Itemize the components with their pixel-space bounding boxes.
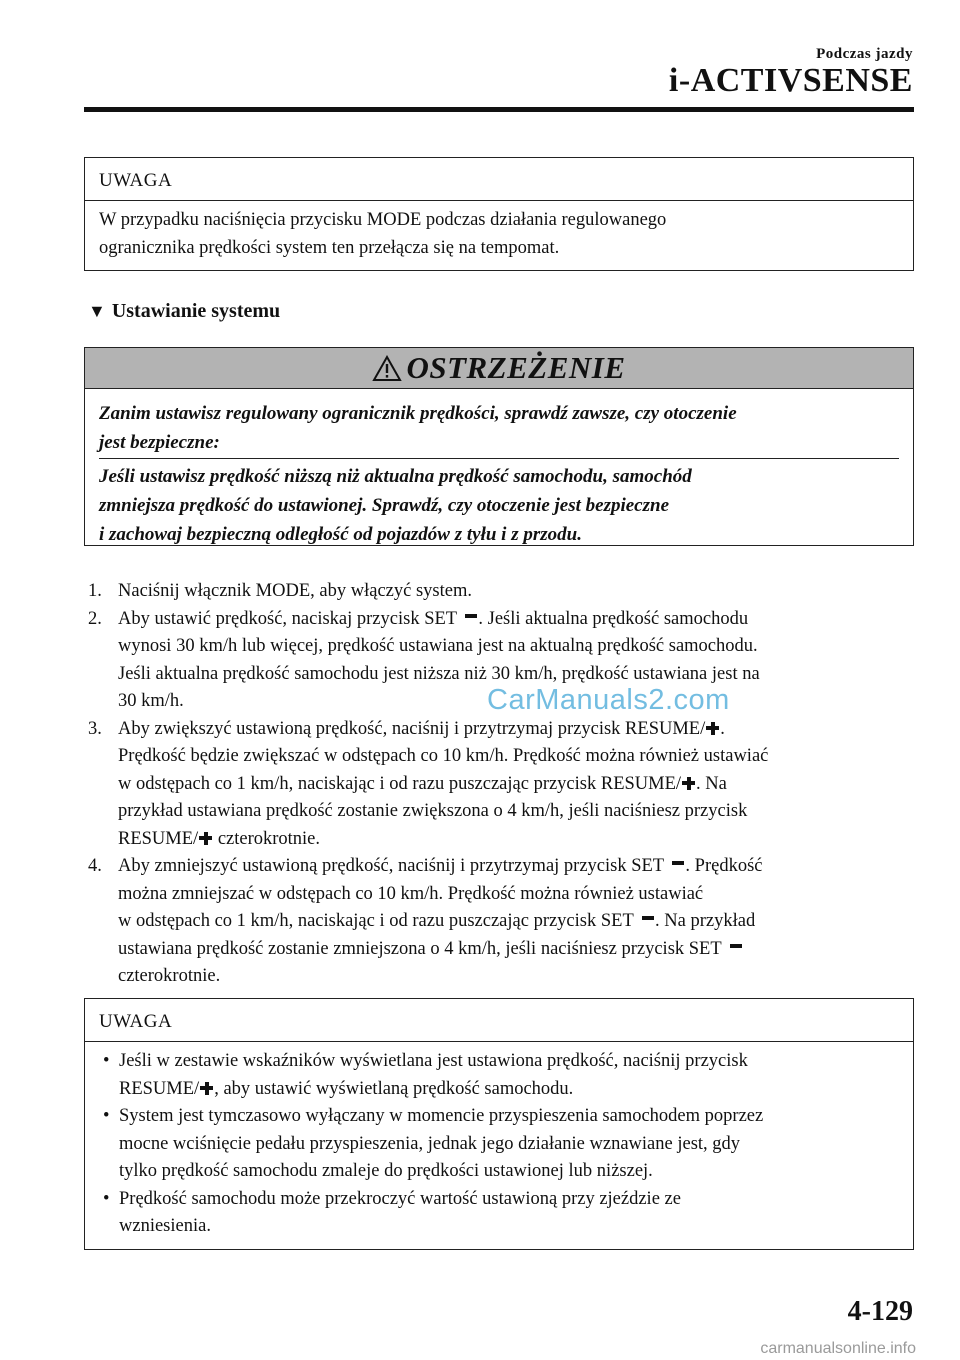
note-heading: UWAGA — [85, 999, 913, 1042]
note-box-mode — [84, 157, 914, 271]
bullet-line — [119, 1076, 899, 1104]
step-text: Aby ustawić prędkość, naciskaj przycisk SET — [118, 608, 462, 629]
chapter-subtitle: Podczas jazdy — [816, 46, 913, 62]
note-box-display — [84, 998, 914, 1250]
step-line — [118, 716, 914, 744]
note-line: W przypadku naciśnięcia przycisku MODE podczas działania regulowanego — [99, 210, 667, 230]
bullet-icon: • — [103, 1188, 110, 1209]
bullet-line: mocne wciśnięcie pedału przyspieszenia, jednak jego działanie wznawiane jest, gdy — [119, 1133, 741, 1154]
page-number: 4-129 — [847, 1296, 913, 1327]
plus-icon — [706, 722, 719, 735]
plus-icon — [682, 777, 695, 790]
step-text: czterokrotnie. — [213, 828, 321, 849]
warning-line: jest bezpieczne: — [99, 432, 220, 453]
step-line — [118, 826, 914, 854]
minus-icon — [672, 861, 684, 865]
step-line — [118, 936, 914, 964]
step-text: Aby zmniejszyć ustawioną prędkość, naciśnij i przytrzymaj przycisk SET — [118, 856, 669, 876]
step-line — [118, 606, 914, 634]
step-line: Naciśnij włącznik MODE, aby włączyć system. — [118, 581, 472, 601]
bullet-icon: • — [103, 1051, 110, 1071]
step-text: . Jeśli aktualna prędkość samochodu — [478, 608, 749, 629]
warning-heading: OSTRZEŻENIE — [406, 350, 626, 385]
plus-icon — [199, 832, 212, 845]
section-marker-icon: ▼ — [88, 301, 106, 321]
step-text: w odstępach co 1 km/h, naciskając i od razu puszczając przycisk SET — [118, 911, 639, 931]
step-item — [88, 578, 914, 606]
step-text: RESUME/ — [118, 828, 199, 849]
warning-line: Jeśli ustawisz prędkość niższą niż aktualna prędkość samochodu, samochód — [99, 466, 692, 487]
bullet-icon: • — [103, 1106, 110, 1126]
note-heading: UWAGA — [85, 158, 913, 201]
step-line: 30 km/h. — [118, 691, 184, 711]
step-line: przykład ustawiana prędkość zostanie zwiększona o 4 km/h, jeśli naciśniesz przycisk — [118, 801, 748, 821]
footer-watermark: carmanualsonline.info — [760, 1340, 916, 1357]
note-body — [85, 201, 913, 270]
step-text: . Na — [696, 773, 727, 794]
watermark: CarManuals2.com — [487, 684, 730, 716]
note-line: ogranicznika prędkości system ten przełącza się na tempomat. — [99, 237, 560, 258]
step-item — [88, 853, 914, 991]
warning-line: zmniejsza prędkość do ustawionej. Sprawdź, czy otoczenie jest bezpieczne — [99, 495, 669, 516]
warning-body — [85, 389, 913, 549]
minus-icon — [465, 614, 477, 618]
bullet-line: wzniesienia. — [119, 1216, 211, 1236]
step-line — [118, 771, 914, 799]
bullet-line: Prędkość samochodu może przekroczyć wartość ustawioną przy zjeździe ze — [119, 1188, 681, 1209]
bullet-line: System jest tymczasowo wyłączany w momencie przyspieszenia samochodem poprzez — [119, 1106, 764, 1126]
section-heading — [88, 300, 280, 323]
step-text: w odstępach co 1 km/h, naciskając i od razu puszczając przycisk RESUME/ — [118, 773, 682, 794]
bullet-item — [99, 1103, 899, 1186]
bullet-item — [99, 1186, 899, 1241]
step-line: Jeśli aktualna prędkość samochodu jest niższa niż 30 km/h, prędkość ustawiana jest na — [118, 663, 760, 684]
step-line — [118, 908, 914, 936]
warning-box — [84, 347, 914, 546]
step-number: 1. — [88, 581, 102, 601]
bullet-item — [99, 1048, 899, 1103]
bullet-text: , aby ustawić wyświetlaną prędkość samochodu. — [214, 1078, 574, 1099]
step-text: . Prędkość — [685, 856, 763, 876]
header-rule — [84, 107, 914, 112]
step-line: czterokrotnie. — [118, 966, 221, 986]
step-text: . — [720, 718, 725, 739]
step-text: Aby zwiększyć ustawioną prędkość, naciśnij i przytrzymaj przycisk RESUME/ — [118, 718, 706, 739]
step-text: . Na przykład — [655, 911, 756, 931]
step-line: wynosi 30 km/h lub więcej, prędkość ustawiana jest na aktualną prędkość samochodu. — [118, 636, 758, 656]
minus-icon — [642, 916, 654, 920]
bullet-text: RESUME/ — [119, 1078, 200, 1099]
step-line — [118, 853, 914, 881]
note-body — [85, 1042, 913, 1249]
chapter-title: i-ACTIVSENSE — [668, 62, 913, 99]
plus-icon — [200, 1082, 213, 1095]
step-number: 2. — [88, 608, 102, 629]
step-line: Prędkość będzie zwiększać w odstępach co 10 km/h. Prędkość można również ustawiać — [118, 746, 769, 766]
step-number: 4. — [88, 856, 102, 876]
steps-list — [88, 578, 914, 991]
step-number: 3. — [88, 718, 102, 739]
minus-icon — [730, 944, 742, 948]
warning-line: Zanim ustawisz regulowany ogranicznik prędkości, sprawdź zawsze, czy otoczenie — [99, 403, 737, 424]
bullet-line: tylko prędkość samochodu zmaleje do prędkości ustawionej lub niższej. — [119, 1161, 653, 1181]
warning-line: i zachowaj bezpieczną odległość od pojazdów z tyłu i z przodu. — [99, 524, 582, 545]
step-text: ustawiana prędkość zostanie zmniejszona o 4 km/h, jeśli naciśniesz przycisk SET — [118, 938, 726, 959]
section-title: Ustawianie systemu — [111, 300, 281, 322]
bullet-line: Jeśli w zestawie wskaźników wyświetlana jest ustawiona prędkość, naciśnij przycisk — [119, 1051, 748, 1071]
warning-header — [85, 348, 913, 389]
warning-line-underlined — [99, 399, 899, 459]
step-item — [88, 716, 914, 854]
warning-triangle-icon — [372, 355, 402, 382]
step-line: można zmniejszać w odstępach co 10 km/h. Prędkość można również ustawiać — [118, 883, 704, 904]
